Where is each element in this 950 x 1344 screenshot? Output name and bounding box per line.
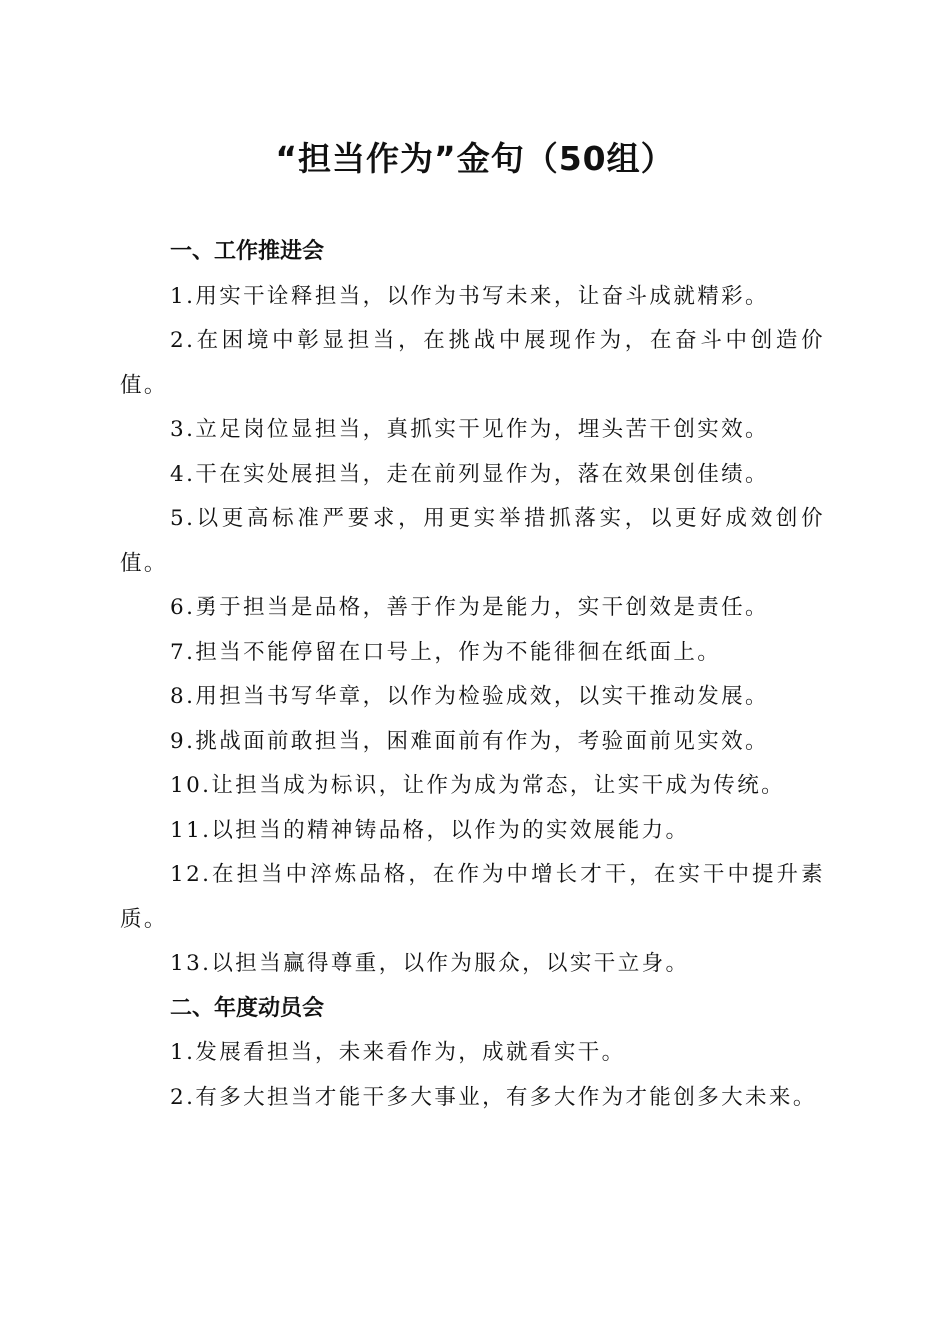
quote-item: 5.以更高标准严要求，用更实举措抓落实，以更好成效创价值。: [120, 506, 825, 576]
quote-item: 10.让担当成为标识，让作为成为常态，让实干成为传统。: [170, 773, 785, 798]
section-heading: 一、工作推进会: [170, 239, 325, 264]
quote-item: 12.在担当中淬炼品格，在作为中增长才干，在实干中提升素质。: [120, 862, 825, 932]
quote-item: 2.在困境中彰显担当，在挑战中展现作为，在奋斗中创造价值。: [120, 328, 825, 398]
quote-item: 8.用担当书写华章，以作为检验成效，以实干推动发展。: [170, 684, 769, 709]
quote-item: 3.立足岗位显担当，真抓实干见作为，埋头苦干创实效。: [170, 417, 769, 442]
document-body: [120, 230, 825, 1120]
quote-item: 13.以担当赢得尊重，以作为服众，以实干立身。: [170, 951, 690, 976]
quote-item: 2.有多大担当才能干多大事业，有多大作为才能创多大未来。: [170, 1084, 817, 1110]
quote-item: 11.以担当的精神铸品格，以作为的实效展能力。: [170, 817, 690, 843]
quote-item: 6.勇于担当是品格，善于作为是能力，实干创效是责任。: [170, 595, 769, 620]
quote-item: 7.担当不能停留在口号上，作为不能徘徊在纸面上。: [170, 639, 722, 665]
section-heading: 二、年度动员会: [170, 995, 325, 1021]
quote-item: 1.发展看担当，未来看作为，成就看实干。: [170, 1040, 626, 1065]
document-title: “担当作为”金句（50组）: [275, 139, 675, 178]
quote-item: 9.挑战面前敢担当，困难面前有作为，考验面前见实效。: [170, 728, 769, 754]
quote-item: 4.干在实处展担当，走在前列显作为，落在效果创佳绩。: [170, 461, 769, 487]
quote-item: 1.用实干诠释担当，以作为书写未来，让奋斗成就精彩。: [170, 283, 769, 309]
